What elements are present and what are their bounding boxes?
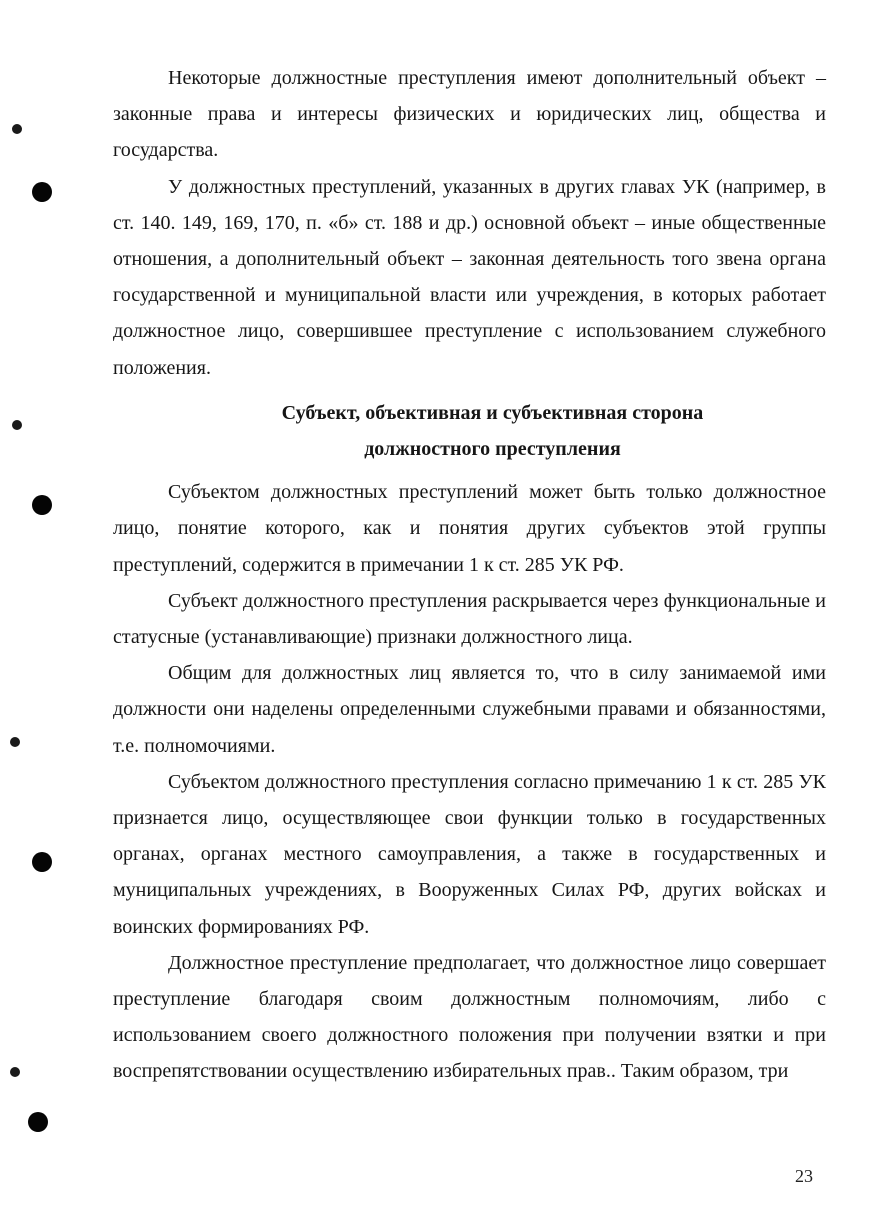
section-heading-line-1: Субъект, объективная и субъективная сторона — [281, 401, 704, 424]
paragraph: Должностное преступление предполагает, что должностное лицо совершает преступление благодаря своим должностным полномочиям, либо с использованием своего должностного положения при получении взятки и при воспрепятствовании осуществлению избирательных прав.. Таким образом, три — [113, 951, 826, 1083]
paragraph: Некоторые должностные преступления имеют дополнительный объект – законные права и интересы физических и юридических лиц, общества и государства. — [113, 67, 826, 162]
scan-speck — [10, 737, 20, 747]
binder-hole-mark — [32, 852, 52, 872]
page-number: 23 — [795, 1166, 813, 1186]
binder-hole-mark — [32, 495, 52, 515]
scan-speck — [12, 124, 22, 134]
binder-hole-mark — [28, 1112, 48, 1132]
scan-speck — [12, 420, 22, 430]
paragraph: Общим для должностных лиц является то, что в силу занимаемой ими должности они наделены определенными служебными правами и обязанностями, т.е. полномочиями. — [113, 662, 826, 757]
scan-speck — [10, 1067, 20, 1077]
document-body — [113, 60, 826, 1090]
paragraph: У должностных преступлений, указанных в других главах УК (например, в ст. 140. 149, 169, 170, п. «б» ст. 188 и др.) основной объект – иные общественные отношения, а дополнительный объект – законная деятельность того звена органа государственной и муниципальной власти или учреждения, в которых работает должностное лицо, совершившее преступление с использованием служебного положения. — [113, 175, 826, 379]
binder-hole-mark — [32, 182, 52, 202]
section-heading-line-2: должностного преступления — [364, 438, 621, 461]
paragraph: Субъект должностного преступления раскрывается через функциональные и статусные (устанавливающие) признаки должностного лица. — [113, 589, 826, 649]
paragraph: Субъектом должностных преступлений может быть только должностное лицо, понятие которого, как и понятия других субъектов этой группы преступлений, содержится в примечании 1 к ст. 285 УК РФ. — [113, 481, 826, 576]
paragraph: Субъектом должностного преступления согласно примечанию 1 к ст. 285 УК признается лицо, осуществляющее свои функции только в государственных органах, органах местного самоуправления, а также в государственных и муниципальных учреждениях, в Вооруженных Силах РФ, других войсках и воинских формированиях РФ. — [113, 770, 826, 938]
